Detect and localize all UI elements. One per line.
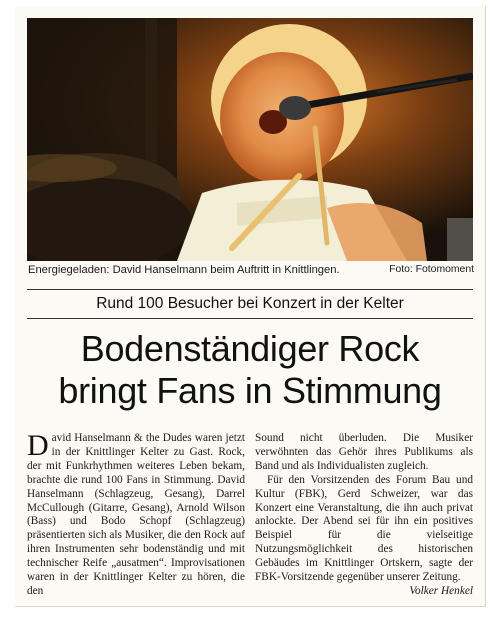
paragraph-1-text: avid Hanselmann & the Dudes waren jetzt in der Knittlinger Kelter zu Gast. Rock, der mit Funkrhythmen weiteres Leben bekam, brachte die rund 100 Fans in Stimmung. David Hanselmann (Schlagzeug, Gesang), Darrel McCullough (Gitarre, Gesang), Arnold Wilson (Bass) und Bodo Schopf (Schlagzeug) präsentierten sich als Musiker, die den Rock auf ihren Instrumenten sehr bodenständig und mit technischer Reife „ausatmen“. Improvisationen waren in der Knittlinger Kelter zu hören, die den [27, 432, 245, 597]
paragraph-1 [27, 429, 245, 599]
article-column-1 [27, 429, 245, 599]
kicker-rule-top [27, 289, 473, 290]
author-byline: Volker Henkel [409, 584, 473, 597]
caption-text: Energiegeladen: David Hanselmann beim Auftritt in Knittlingen. [28, 264, 340, 276]
headline-line-1: Bodenständiger Rock [80, 328, 420, 369]
paragraph-3 [255, 473, 473, 597]
concert-photo [27, 18, 473, 261]
drop-cap: D [27, 429, 49, 462]
photo-credit: Foto: Fotomoment [389, 264, 474, 275]
headline-line-2: bringt Fans in Stimmung [58, 370, 442, 411]
singer-drummer-image [27, 18, 473, 261]
paragraph-2: Sound nicht überluden. Die Musiker verwöhnten das Gehör ihres Publikums als Band und als Individualisten zugleich. [255, 432, 473, 472]
kicker-rule-bottom [27, 318, 473, 319]
headline [27, 328, 473, 412]
newspaper-clipping [15, 6, 486, 607]
paragraph-3-text: Für den Vorsitzenden des Forum Bau und Kultur (FBK), Gerd Schweizer, war das Konzert eine Veranstaltung, die ihn auch privat anlockte. Der Abend sei für ihn ein positives Beispiel für die vielseitige Nutzungsmöglichkeit des historischen Gebäudes im Knittlinger Ortskern, sagte der FBK-Vorsitzende gegenüber unserer Zeitung. [255, 473, 473, 584]
article-column-2 [255, 432, 473, 599]
kicker: Rund 100 Besucher bei Konzert in der Kelter [96, 295, 404, 312]
photo-caption [28, 264, 474, 282]
